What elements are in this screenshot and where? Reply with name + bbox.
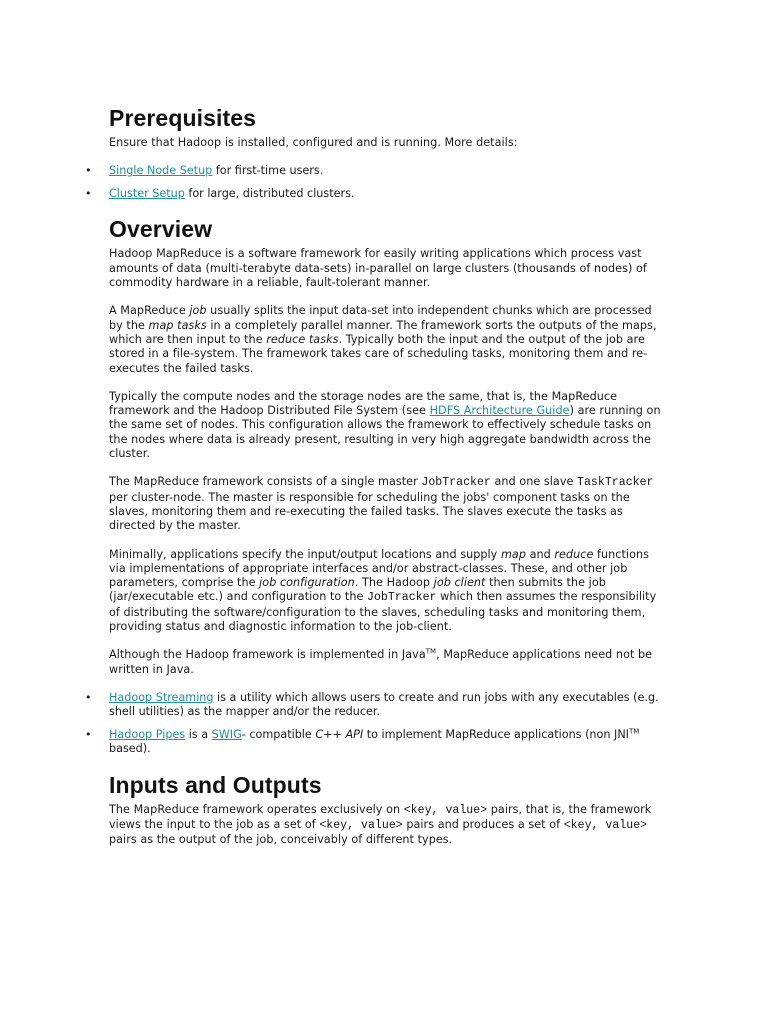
overview-paragraph-1: Hadoop MapReduce is a software framework for easily writing applications which process vast amounts of data (multi-terabyte data-sets) in-parallel on large clusters (thousands of nodes) of commodity hardware in a reliable, fault-tolerant manner. — [109, 247, 647, 290]
link-cluster-setup[interactable]: Cluster Setup — [109, 187, 185, 201]
trademark: TM — [425, 647, 437, 656]
heading-inputs-and-outputs: Inputs and Outputs — [109, 771, 322, 798]
overview-paragraph-5: Minimally, applications specify the input/output locations and supply map and reduce functions via implementations of appropriate interfaces and/or abstract-classes. These, and other job parameters, comprise the job configuration. The Hadoop job client then submits the job (jar/executable etc.) and configuration to the JobTracker which then assumes the responsibility of distributing the software/configuration to the slaves, scheduling tasks and monitoring them, providing status and diagnostic information to the job-client. — [109, 547, 657, 634]
list-item — [85, 690, 665, 720]
document-content — [85, 104, 665, 862]
bullet-icon: • — [85, 690, 92, 704]
io-paragraph-1: The MapReduce framework operates exclusively on <key, value> pairs, that is, the framework views the input to the job as a set of <key, value> pairs and produces a set of <key, value> pairs as the output of the job, conceivably of different types. — [109, 802, 652, 847]
bullet-icon: • — [85, 187, 92, 201]
list-item: • Hadoop Pipes is a SWIG- compatible C++ API to implement MapReduce applications (non JNI™ based). — [85, 727, 640, 756]
bullet-icon: • — [85, 728, 92, 742]
link-hadoop-pipes[interactable]: Hadoop Pipes — [109, 728, 186, 742]
prerequisites-intro: Ensure that Hadoop is installed, configured and is running. More details: — [109, 136, 518, 149]
list-item — [85, 187, 665, 201]
list-item-text: is a utility which allows users to create and run jobs with any executables (e.g. shell utilities) as the mapper and/or the reducer. — [109, 690, 659, 719]
link-hdfs-architecture-guide[interactable]: HDFS Architecture Guide — [429, 404, 570, 418]
list-item-text: for first-time users. — [212, 164, 324, 178]
link-single-node-setup[interactable]: Single Node Setup — [109, 164, 213, 178]
bullet-icon: • — [85, 164, 92, 178]
trademark: TM — [628, 727, 640, 736]
heading-overview: Overview — [109, 216, 213, 243]
list-item-text: for large, distributed clusters. — [184, 187, 355, 201]
link-hadoop-streaming[interactable]: Hadoop Streaming — [109, 690, 214, 704]
prerequisites-list — [85, 164, 665, 201]
list-item — [85, 164, 665, 178]
heading-prerequisites: Prerequisites — [109, 105, 257, 131]
overview-paragraph-6: Although the Hadoop framework is implemented in Java™, MapReduce applications need not be written in Java. — [109, 647, 653, 676]
overview-list — [85, 690, 665, 757]
link-swig[interactable]: SWIG — [211, 728, 242, 742]
overview-paragraph-3: Typically the compute nodes and the storage nodes are the same, that is, the MapReduce framework and the Hadoop Distributed File System (see HDFS Architecture Guide) are running on the same set of nodes. This configuration allows the framework to effectively schedule tasks on the nodes where data is already present, resulting in very high aggregate bandwidth across the cluster. — [109, 389, 661, 461]
overview-paragraph-2: A MapReduce job usually splits the input data-set into independent chunks which are processed by the map tasks in a completely parallel manner. The framework sorts the outputs of the maps, which are then input to the reduce tasks. Typically both the input and the output of the job are stored in a file-system. The framework takes care of scheduling tasks, monitoring them and re-executes the failed tasks. — [109, 304, 657, 375]
overview-paragraph-4: The MapReduce framework consists of a single master JobTracker and one slave TaskTracker per cluster-node. The master is responsible for scheduling the jobs' component tasks on the slaves, monitoring them and re-executing the failed tasks. The slaves execute the tasks as directed by the master. — [109, 475, 654, 533]
